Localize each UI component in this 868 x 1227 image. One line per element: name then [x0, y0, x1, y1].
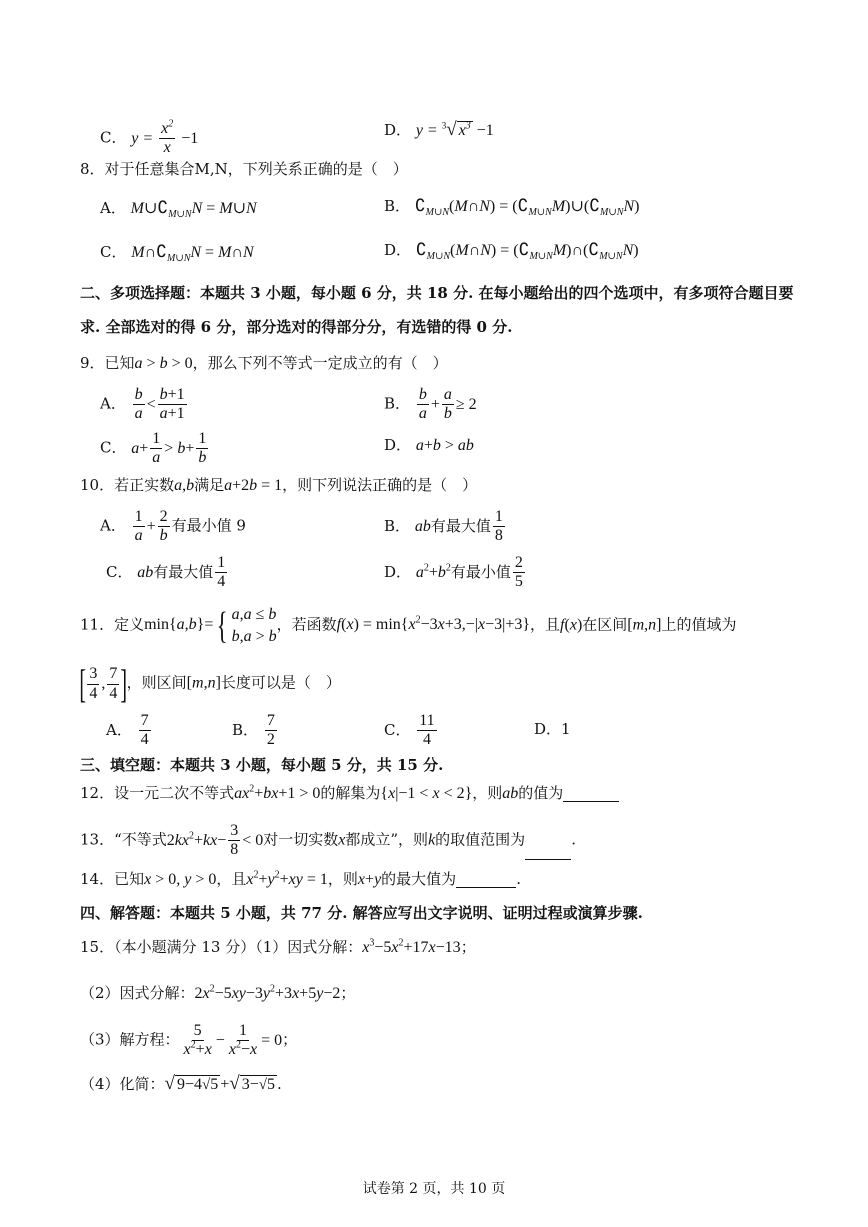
formula: $\frac{7}{4}$	[140, 712, 149, 749]
option-text: 有最小值	[450, 562, 511, 581]
section-2-heading-line1: 二、多项选择题：本题共 3 小题，每小题 6 分，共 18 分. 在每小题给出的四个选项中，有多项符合题目要	[80, 284, 794, 302]
formula: $f(x) = \min\{x^2-3x+3,-|x-3|+3\}$	[336, 614, 531, 634]
formula: [m,n]	[186, 674, 221, 692]
q11-option-d: D．1	[534, 720, 571, 738]
q11-option-a	[106, 712, 153, 750]
stem-text: 的取值范围为	[435, 830, 526, 849]
section-2-heading-line2: 求. 全部选对的得 6 分，部分选对的得部分分，有选错的得 0 分.	[80, 318, 513, 336]
page-footer: 试卷第 2 页，共 10 页	[362, 1181, 506, 1197]
formula: $\frac{1}{a}$ + $\frac{2}{b}$	[134, 508, 168, 545]
formula: $2x^2-5xy-3y^2+3x+5y-2$	[194, 983, 341, 1002]
option-label: B．	[384, 394, 411, 413]
q10-option-a	[100, 508, 246, 546]
stem-text: ；	[282, 1030, 298, 1049]
q15-part-4	[80, 1074, 282, 1093]
formula: $\frac{1}{4}$	[217, 554, 226, 591]
stem-text: ，那么下列不等式一定成立的有（ ）	[192, 354, 448, 372]
q10-stem	[80, 478, 477, 494]
stem-text: ，则	[472, 784, 503, 802]
q9-stem	[80, 356, 448, 372]
q11-stem	[80, 604, 737, 647]
option-label: D．	[384, 121, 412, 139]
formula: $M\cap∁_{M\cup N}N$ = M∩N	[131, 242, 254, 265]
option-label: B．	[232, 720, 259, 739]
formula: a+ $\frac{1}{a}$ > b+ $\frac{1}{b}$	[131, 430, 207, 467]
answer-blank	[456, 873, 516, 888]
formula: x+y	[357, 871, 382, 888]
stem-text: 15．（本小题满分 13 分）（1）因式分解：	[80, 938, 363, 956]
formula: a,b	[174, 477, 195, 494]
formula: y = $\frac{x^2}{x}$ −1	[131, 118, 199, 157]
formula: ab	[137, 563, 154, 581]
formula: $\frac{2}{5}$	[514, 554, 523, 591]
formula: min{a,b}={ a,a ≤ b b,a > b	[144, 604, 277, 647]
formula: $\frac{5}{x^2+x}$ − $\frac{1}{x^2-x}$ = 0	[183, 1022, 283, 1059]
formula: [ $\frac{3}{4}$ , $\frac{7}{4}$ ]	[79, 661, 128, 706]
formula: $a^2+b^2$	[415, 562, 451, 581]
stem-text: ，则下列说法正确的是（ ）	[282, 476, 478, 494]
option-text: 有最大值	[430, 516, 491, 535]
q9-option-d	[384, 438, 474, 454]
stem-text: 12．设一元二次不等式	[80, 784, 235, 802]
section-4-heading: 四、解答题：本题共 5 小题，共 77 分. 解答应写出文字说明、证明过程或演算步骤.	[80, 904, 643, 922]
q10-option-c	[106, 554, 229, 592]
stem-text: ，若函数	[276, 615, 337, 634]
stem-text: ，则	[327, 870, 358, 888]
q15-stem	[80, 937, 476, 956]
stem-text: 9．已知	[80, 354, 135, 372]
q8-option-d	[384, 240, 639, 263]
q10-option-b	[384, 508, 507, 546]
formula: a > b > 0	[134, 355, 193, 372]
stem-text: .	[571, 830, 576, 849]
q11-option-b	[232, 712, 279, 750]
option-label: B．	[384, 516, 411, 535]
formula: y = $^3$√ $x^3 -1$	[415, 119, 494, 140]
q15-part-3	[80, 1022, 297, 1060]
formula: √ 9−4√5 +√ 3−√5	[164, 1073, 275, 1094]
option-label: D．	[384, 241, 412, 259]
formula: $M\cup∁_{M\cup N}N$ = M∪N	[130, 198, 257, 221]
stem-text: .	[276, 1075, 282, 1093]
formula: $∁_{M\cup N}(M\cap N)$ = $(∁_{M\cup N}M)\cap(∁_{M\cup N}N)$	[415, 240, 639, 263]
option-label: D．	[384, 562, 412, 581]
q9-option-a	[100, 386, 189, 424]
q7-option-c	[100, 120, 198, 158]
formula: f(x)	[560, 616, 583, 634]
stem-text: ，且	[216, 870, 247, 888]
stem-text: 13．“不等式	[80, 830, 167, 849]
option-label: C．	[100, 438, 127, 457]
stem-text: 11．定义	[80, 615, 145, 634]
option-label: A．	[106, 720, 132, 739]
option-label: C．	[100, 128, 127, 147]
option-label: A．	[100, 516, 126, 535]
formula: $\frac{11}{4}$	[419, 712, 435, 749]
formula: $\frac{b}{a}$ < $\frac{b+1}{a+1}$	[134, 386, 185, 423]
stem-text: 14．已知	[80, 870, 145, 888]
q12-stem	[80, 783, 619, 802]
q11-stem-line2	[79, 661, 341, 706]
stem-text: 的最大值为	[381, 870, 457, 888]
stem-text: 满足	[194, 476, 225, 494]
stem-text: 对一切实数	[263, 830, 339, 849]
stem-text: ，且	[530, 615, 561, 634]
q8-option-c	[100, 242, 254, 265]
stem-text: ；	[460, 938, 476, 956]
stem-text: （3）解方程：	[80, 1030, 180, 1049]
formula: $x^2+y^2+xy = 1$	[246, 869, 328, 888]
q9-option-c	[100, 430, 210, 468]
stem-text: 10．若正实数	[80, 476, 175, 494]
formula: $2kx^2+kx-$ $\frac{3}{8}$ < 0	[166, 822, 264, 859]
option-label: A．	[100, 199, 126, 217]
formula: ab	[414, 517, 431, 535]
formula: $\frac{b}{a}$ + $\frac{a}{b}$ ≥ 2	[418, 386, 477, 423]
stem-text: ；	[340, 984, 356, 1002]
option-text: 有最大值	[153, 562, 214, 581]
formula: ab	[502, 785, 519, 802]
formula: $∁_{M\cup N}(M\cap N)$ = $(∁_{M\cup N}M)\cup(∁_{M\cup N}N)$	[414, 196, 640, 219]
q11-option-c	[384, 712, 439, 750]
q14-stem	[80, 869, 521, 888]
option-text: 有最小值 9	[171, 516, 246, 535]
formula: $\frac{1}{8}$	[494, 508, 503, 545]
stem-text: 长度可以是（ ）	[220, 673, 341, 692]
formula: a+2b = 1	[224, 477, 283, 494]
option-label: B．	[384, 197, 411, 215]
stem-text: （2）因式分解：	[80, 984, 195, 1002]
formula: $x^3-5x^2+17x-13$	[362, 937, 461, 956]
stem-text: 都成立”，则	[345, 830, 429, 849]
q10-option-d	[384, 554, 527, 592]
q13-stem	[80, 822, 576, 860]
formula: x > 0, y > 0	[144, 871, 217, 888]
q8-option-b	[384, 196, 640, 219]
section-3-heading: 三、填空题：本题共 3 小题，每小题 5 分，共 15 分.	[80, 756, 444, 774]
q8-option-a	[100, 198, 257, 221]
stem-text: ，则区间	[126, 673, 187, 692]
stem-text: 在区间	[582, 615, 628, 634]
option-label: C．	[100, 243, 127, 261]
option-label: D．	[384, 436, 412, 454]
stem-text: 上的值域为	[661, 615, 737, 634]
q15-part-2	[80, 983, 356, 1002]
formula: k	[428, 831, 436, 849]
stem-text: .	[516, 870, 521, 888]
option-label: A．	[100, 394, 126, 413]
stem-text: 的解集为	[320, 784, 381, 802]
formula: a+b > ab	[415, 437, 474, 454]
option-label: C．	[384, 720, 411, 739]
q7-option-d	[384, 120, 494, 139]
answer-blank	[525, 845, 571, 860]
formula: {x|−1 < x < 2}	[380, 785, 473, 802]
stem-text: 的值为	[518, 784, 564, 802]
formula: x	[338, 831, 346, 849]
option-label: C．	[106, 562, 133, 581]
formula: [m,n]	[627, 616, 662, 634]
formula: $ax^2+bx+1 > 0$	[234, 783, 321, 802]
q8-stem: 8．对于任意集合M,N，下列关系正确的是（ ）	[80, 160, 408, 178]
formula: $\frac{7}{2}$	[266, 712, 275, 749]
answer-blank	[563, 787, 619, 802]
q9-option-b	[384, 386, 477, 424]
stem-text: （4）化简：	[80, 1075, 165, 1093]
